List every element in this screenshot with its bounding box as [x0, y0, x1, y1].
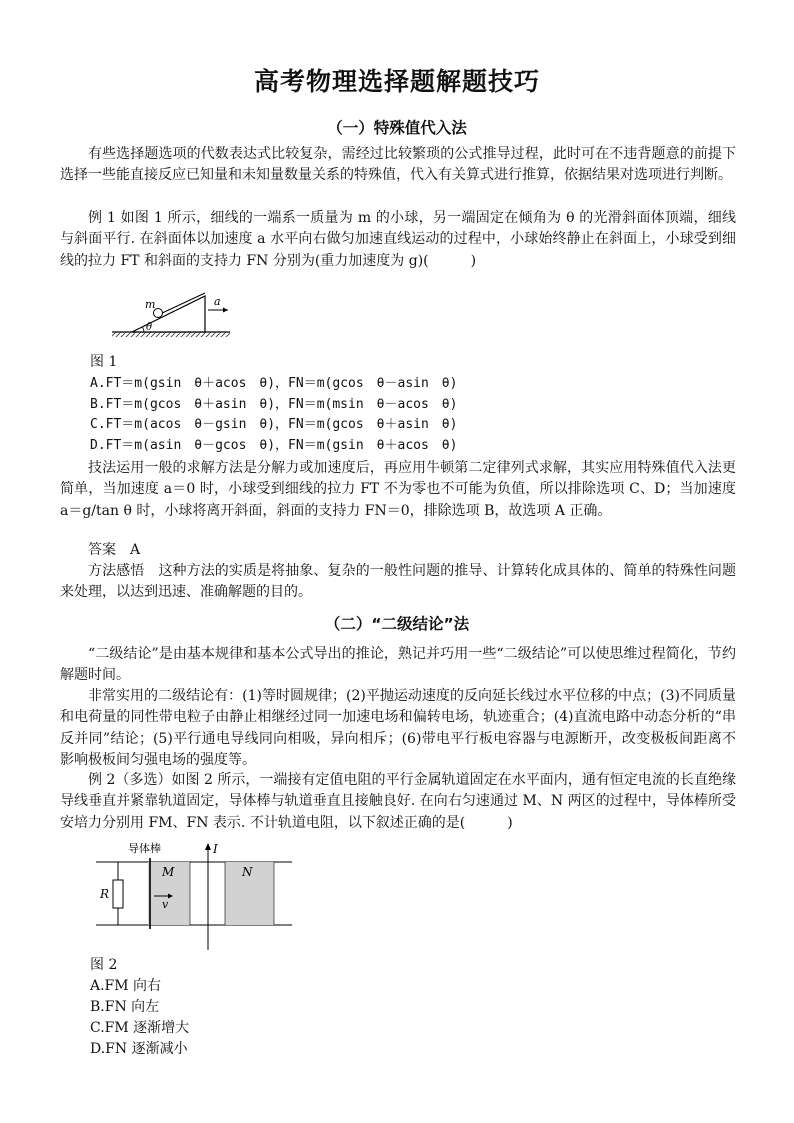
- example-1-analysis: 技法运用一般的求解方法是分解力或加速度后，再应用牛顿第二定律列式求解，其实应用特殊值代入法更简单，当加速度 a＝0 时，小球受到细线的拉力 FT 不为零也不可能为负值，所以排除选项 C、D；当加速度 a＝g/tan θ 时，小球将离开斜面，斜面的支持力 FN＝0，排除选项 B，故选项 A 正确。: [60, 460, 736, 519]
- current-arrowhead: [205, 843, 211, 850]
- figure-1-incline-diagram: [110, 288, 235, 340]
- page-title: 高考物理选择题解题技巧: [253, 67, 540, 96]
- example-2-option-c: C.FM 逐渐增大: [90, 1020, 190, 1036]
- incline-wedge: [132, 296, 205, 332]
- velocity-label: v: [162, 898, 169, 911]
- resistor-label: R: [100, 887, 110, 901]
- region-n-label: N: [242, 865, 253, 879]
- section-2-conclusions: 非常实用的二级结论有：(1)等时圆规律；(2)平抛运动速度的反向延长线过水平位移的中点；(3)不同质量和电荷量的同性带电粒子由静止相继经过同一加速电场和偏转电场，轨迹重合；(4)直流电路中动态分析的“串反并同”结论；(5)平行通电导线同向相吸，异向相斥；(6)带电平行板电容器与电源断开，改变极板间距离不影响极板间匀强电场的强度等。: [60, 688, 736, 768]
- example-1-option-c: C.FT＝m(acos θ－gsin θ)，FN＝m(gcos θ＋asin θ): [90, 417, 458, 432]
- section-1-intro: 有些选择题选项的代数表达式比较复杂，需经过比较繁琐的公式推导过程，此时可在不违背题意的前提下选择一些能直接反应已知量和未知量数量关系的特殊值，代入有关算式进行推算，依据结果对选项进行判断。: [60, 146, 736, 184]
- ground-hatch: [112, 332, 230, 337]
- accel-arrowhead: [223, 308, 228, 313]
- current-label: I: [213, 842, 218, 856]
- example-1-text: 例 1 如图 1 所示，细线的一端系一质量为 m 的小球，另一端固定在倾角为 θ 的光滑斜面体顶端，细线与斜面平行. 在斜面体以加速度 a 水平向右做匀加速直线运动的过程中，小球始终静止在斜面上，小球受到细线的拉力 FT 和斜面的支持力 FN 分别为(重力加速度为 g)( ): [60, 210, 736, 269]
- figure-2-caption: 图 2: [90, 957, 118, 973]
- angle-label: θ: [146, 322, 153, 333]
- resistor: [113, 880, 123, 908]
- rod-label: 导体棒: [128, 842, 161, 855]
- example-1-answer: 答案 A: [88, 542, 141, 558]
- figure-1-caption: 图 1: [90, 354, 118, 370]
- example-2-text: 例 2（多选）如图 2 所示，一端接有定值电阻的平行金属轨道固定在水平面内，通有恒定电流的长直绝缘导线垂直并紧靠轨道固定，导体棒与轨道垂直且接触良好. 在向右匀速通过 M、N 两区的过程中，导体棒所受安培力分别用 FM、FN 表示. 不计轨道电阻，以下叙述正确的是( ): [60, 772, 736, 831]
- example-1-option-b: B.FT＝m(gcos θ＋asin θ)，FN＝m(msin θ－acos θ): [90, 397, 458, 412]
- example-2-option-b: B.FN 向左: [90, 999, 160, 1015]
- example-1-option-d: D.FT＝m(asin θ－gcos θ)，FN＝m(gsin θ＋acos θ): [90, 438, 458, 453]
- figure-2-rail-diagram: [96, 838, 292, 953]
- example-2-option-a: A.FM 向右: [90, 978, 162, 994]
- section-2-intro: “二级结论”是由基本规律和基本公式导出的推论，熟记并巧用一些“二级结论”可以使思维过程简化，节约解题时间。: [60, 646, 736, 684]
- accel-label: a: [214, 295, 221, 308]
- example-1-option-a: A.FT＝m(gsin θ＋acos θ)，FN＝m(gcos θ－asin θ): [90, 376, 458, 391]
- region-m-label: M: [162, 865, 175, 879]
- mass-label: m: [145, 298, 156, 311]
- section-1-heading: （一）特殊值代入法: [327, 119, 467, 137]
- section-2-heading: （二）“二级结论”法: [324, 615, 470, 633]
- example-2-option-d: D.FN 逐渐减小: [90, 1041, 188, 1057]
- example-1-insight: 方法感悟 这种方法的实质是将抽象、复杂的一般性问题的推导、计算转化成具体的、简单的特殊性问题来处理，以达到迅速、准确解题的目的。: [60, 563, 736, 601]
